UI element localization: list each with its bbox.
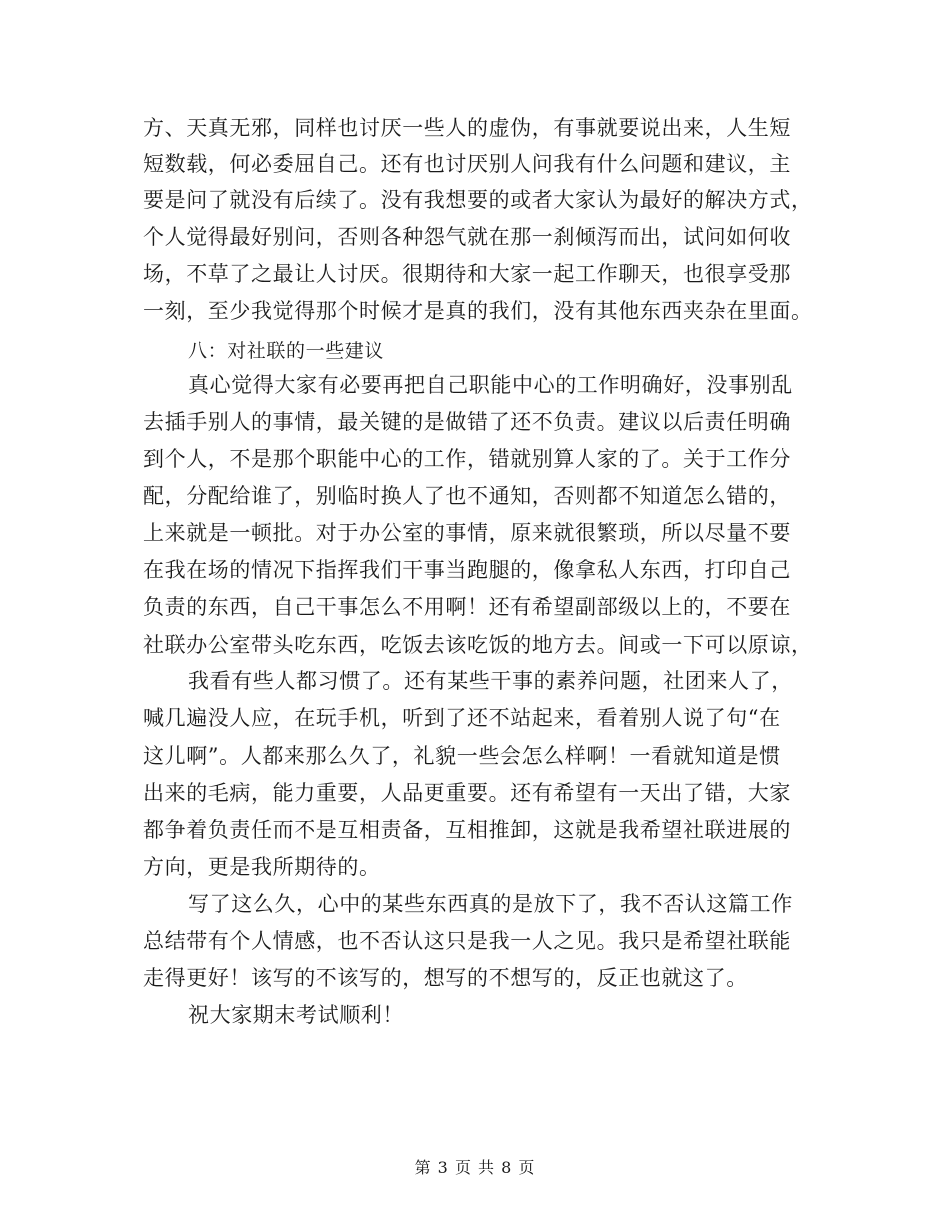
page-footer: 第 3 页 共 8 页 — [414, 1158, 536, 1177]
body-text-line: 方向，更是我所期待的。 — [143, 855, 381, 879]
closing-line: 祝大家期末考试顺利！ — [188, 1003, 404, 1027]
body-text-line: 社联办公室带头吃东西，吃饭去该吃饭的地方去。间或一下可以原谅， — [143, 633, 813, 657]
body-text-line: 负责的东西，自己干事怎么不用啊！还有希望副部级以上的，不要在 — [143, 595, 791, 619]
body-text-line: 走得更好！该写的不该写的，想写的不想写的，反正也就这了。 — [143, 966, 748, 990]
section-heading: 八：对社联的一些建议 — [188, 340, 385, 362]
body-text-line: 配，分配给谁了，别临时换人了也不通知，否则都不知道怎么错的， — [143, 484, 791, 508]
body-text-line: 都争着负责任而不是互相责备，互相推卸，这就是我希望社联进展的 — [143, 818, 791, 842]
body-text-line: 出来的毛病，能力重要，人品更重要。还有希望有一天出了错，大家 — [143, 781, 791, 805]
body-text-line: 个人觉得最好别问，否则各种怨气就在那一刹倾泻而出，试问如何收 — [143, 225, 791, 249]
body-text-line: 上来就是一顿批。对于办公室的事情，原来就很繁琐，所以尽量不要 — [143, 521, 791, 545]
body-text-line: 喊几遍没人应，在玩手机，听到了还不站起来，看着别人说了句“在 — [143, 706, 781, 730]
body-text-line: 我看有些人都习惯了。还有某些干事的素养问题，社团来人了， — [188, 669, 793, 693]
body-text-line: 在我在场的情况下指挥我们干事当跑腿的，像拿私人东西，打印自己 — [143, 558, 791, 582]
body-text-line: 写了这么久，心中的某些东西真的是放下了，我不否认这篇工作 — [188, 892, 793, 916]
body-text-line: 要是问了就没有后续了。没有我想要的或者大家认为最好的解决方式， — [143, 188, 813, 212]
body-text-line: 一刻，至少我觉得那个时候才是真的我们，没有其他东西夹杂在里面。 — [143, 299, 813, 323]
body-text-line: 真心觉得大家有必要再把自己职能中心的工作明确好，没事别乱 — [188, 373, 793, 397]
body-text-line: 去插手别人的事情，最关键的是做错了还不负责。建议以后责任明确 — [143, 410, 791, 434]
body-text-line: 总结带有个人情感，也不否认这只是我一人之见。我只是希望社联能 — [143, 929, 791, 953]
body-text-line: 这儿啊”。人都来那么久了，礼貌一些会怎么样啊！一看就知道是惯 — [143, 744, 781, 768]
body-text-line: 场，不草了之最让人讨厌。很期待和大家一起工作聊天，也很享受那 — [143, 262, 791, 286]
body-text-line: 短数载，何必委屈自己。还有也讨厌别人问我有什么问题和建议，主 — [143, 152, 791, 176]
body-text-line: 到个人，不是那个职能中心的工作，错就别算人家的了。关于工作分 — [143, 447, 791, 471]
body-text-line: 方、天真无邪，同样也讨厌一些人的虚伪，有事就要说出来，人生短 — [143, 116, 791, 140]
